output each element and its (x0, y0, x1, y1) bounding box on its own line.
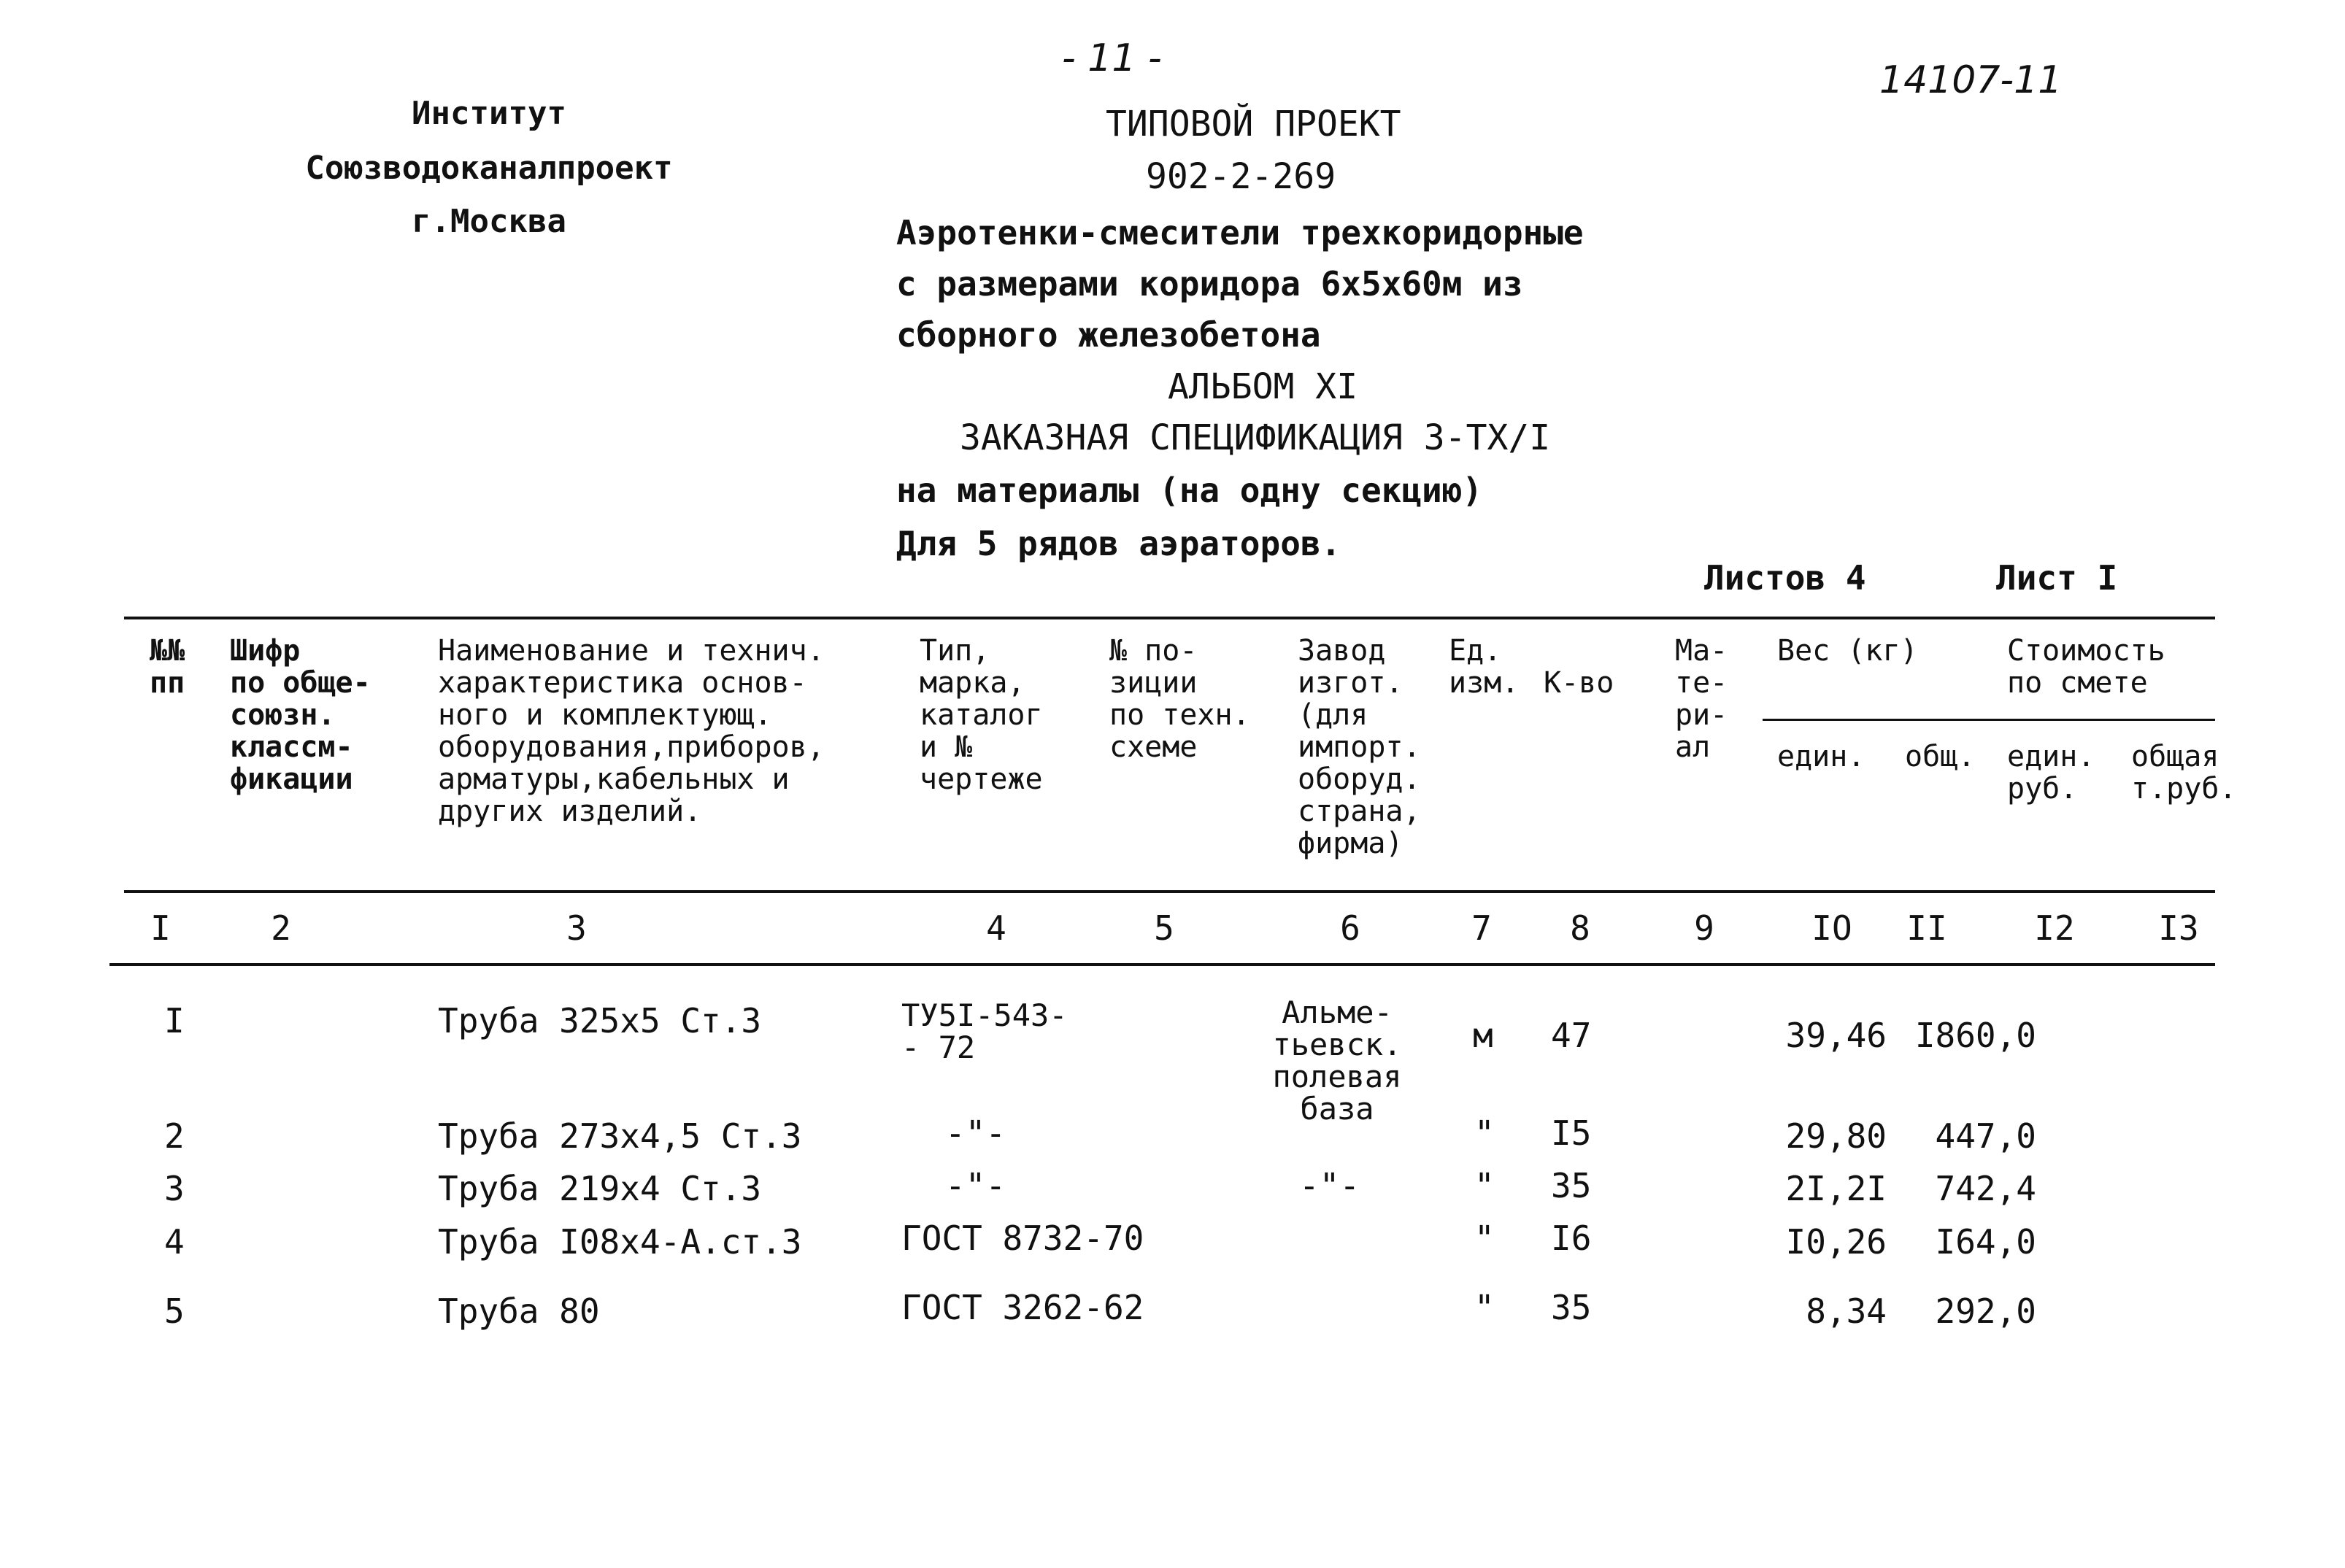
row-5-name: Труба 80 (438, 1291, 600, 1331)
row-3-unit: " (1474, 1166, 1495, 1205)
row-1-quantity: 47 (1551, 1016, 1592, 1055)
row-2-weight-total: 447,0 (1935, 1116, 2036, 1156)
header-type: Тип, марка, каталог и № чертеже (920, 634, 1043, 796)
header-cost-total: общая т.руб. (2131, 740, 2237, 806)
header-unit: Ед. изм. (1449, 634, 1520, 700)
header-bottom-rule (124, 890, 2215, 893)
col-number: I2 (2034, 908, 2075, 948)
row-2-number: 2 (164, 1116, 185, 1156)
row-2-type: -"- (945, 1113, 1006, 1153)
row-4-type: ГОСТ 8732-70 (901, 1219, 1144, 1258)
row-4-name: Труба I08х4-А.ст.3 (438, 1222, 802, 1262)
col-number: 3 (566, 908, 587, 948)
weight-cost-subrule (1763, 719, 2215, 721)
row-5-quantity: 35 (1551, 1288, 1592, 1327)
header-position: № по- зиции по техн. схеме (1109, 634, 1250, 764)
row-5-weight-unit: 8,34 (1806, 1291, 1887, 1331)
spec-title: ЗАКАЗНАЯ СПЕЦИФИКАЦИЯ 3-ТХ/I (960, 417, 1551, 458)
col-number: 8 (1570, 908, 1590, 948)
col-number: II (1906, 908, 1947, 948)
col-number: I (150, 908, 171, 948)
row-1-manufacturer: Альме- тьевск. полевая база (1272, 995, 1402, 1127)
row-5-weight-total: 292,0 (1935, 1291, 2036, 1331)
row-2-unit: " (1474, 1113, 1495, 1153)
institute-line-1: Институт (412, 95, 566, 132)
header-quantity: К-во (1544, 666, 1614, 700)
col-number: 4 (986, 908, 1006, 948)
document-code: 14107-11 (1879, 58, 2063, 102)
row-2-weight-unit: 29,80 (1785, 1116, 1887, 1156)
header-weight: Вес (кг) (1777, 634, 1918, 668)
header-cost: Стоимость по смете (2007, 634, 2165, 700)
colnum-bottom-rule (109, 963, 2215, 966)
col-number: 6 (1340, 908, 1360, 948)
row-1-weight-unit: 39,46 (1785, 1016, 1887, 1055)
col-number: I3 (2158, 908, 2199, 948)
table-top-rule (124, 617, 2215, 619)
header-weight-total: общ. (1905, 740, 1976, 773)
sheets-total: Листов 4 (1704, 558, 1866, 598)
institute-line-3: г.Москва (412, 203, 566, 240)
row-4-quantity: I6 (1551, 1219, 1592, 1258)
row-5-unit: " (1474, 1288, 1495, 1327)
sheet-current: Лист I (1996, 558, 2118, 598)
col-number: 2 (271, 908, 291, 948)
row-3-quantity: 35 (1551, 1166, 1592, 1205)
spec-note-2: Для 5 рядов аэраторов. (896, 524, 1341, 563)
col-number: 9 (1694, 908, 1714, 948)
project-description-1: Аэротенки-смесители трехкоридорные (896, 213, 1584, 252)
header-classification-code: Шифр по обще- союзн. классм- фикации (230, 634, 371, 796)
col-number: 7 (1471, 908, 1492, 948)
row-1-unit: м (1473, 1016, 1493, 1055)
institute-line-2: Союзводоканалпроект (305, 150, 673, 187)
project-number: 902-2-269 (1146, 156, 1336, 197)
album-title: АЛЬБОМ XI (1168, 366, 1358, 407)
header-material: Ма- те- ри- ал (1675, 634, 1728, 764)
row-3-name: Труба 219х4 Ст.3 (438, 1169, 762, 1208)
project-type: ТИПОВОЙ ПРОЕКТ (1106, 104, 1401, 144)
row-4-weight-total: I64,0 (1935, 1222, 2036, 1262)
header-cost-unit: един. руб. (2007, 740, 2095, 806)
spec-note: на материалы (на одну секцию) (896, 471, 1483, 510)
project-description-3: сборного железобетона (896, 315, 1321, 355)
header-manufacturer: Завод изгот. (для импорт. оборуд. страна, фирма) (1298, 634, 1421, 860)
col-number: 5 (1154, 908, 1174, 948)
col-number: IO (1811, 908, 1852, 948)
row-1-type: ТУ5I-543- - 72 (901, 997, 1068, 1065)
row-1-weight-total: I860,0 (1914, 1016, 2036, 1055)
row-3-number: 3 (164, 1169, 185, 1208)
row-4-number: 4 (164, 1222, 185, 1262)
project-description-2: с размерами коридора 6х5х60м из (896, 264, 1523, 304)
row-1-number: I (164, 1001, 185, 1040)
row-2-name: Труба 273х4,5 Ст.3 (438, 1116, 802, 1156)
page-number: - 11 - (1062, 36, 1162, 80)
row-1-name: Труба 325х5 Ст.3 (438, 1001, 762, 1040)
row-3-type: -"- (945, 1166, 1006, 1205)
row-4-weight-unit: I0,26 (1785, 1222, 1887, 1262)
header-row-number: №№ пп (150, 634, 185, 700)
row-2-quantity: I5 (1551, 1113, 1592, 1153)
header-name: Наименование и технич. характеристика основ- ного и комплектующ. оборудования,приборов, арматуры,кабельных и других изделий. (438, 634, 825, 828)
row-5-number: 5 (164, 1291, 185, 1331)
row-3-weight-unit: 2I,2I (1785, 1169, 1887, 1208)
header-weight-unit: един. (1777, 740, 1865, 773)
row-3-weight-total: 742,4 (1935, 1169, 2036, 1208)
row-3-manufacturer: -"- (1299, 1166, 1360, 1205)
row-4-unit: " (1474, 1219, 1495, 1258)
row-5-type: ГОСТ 3262-62 (901, 1288, 1144, 1327)
